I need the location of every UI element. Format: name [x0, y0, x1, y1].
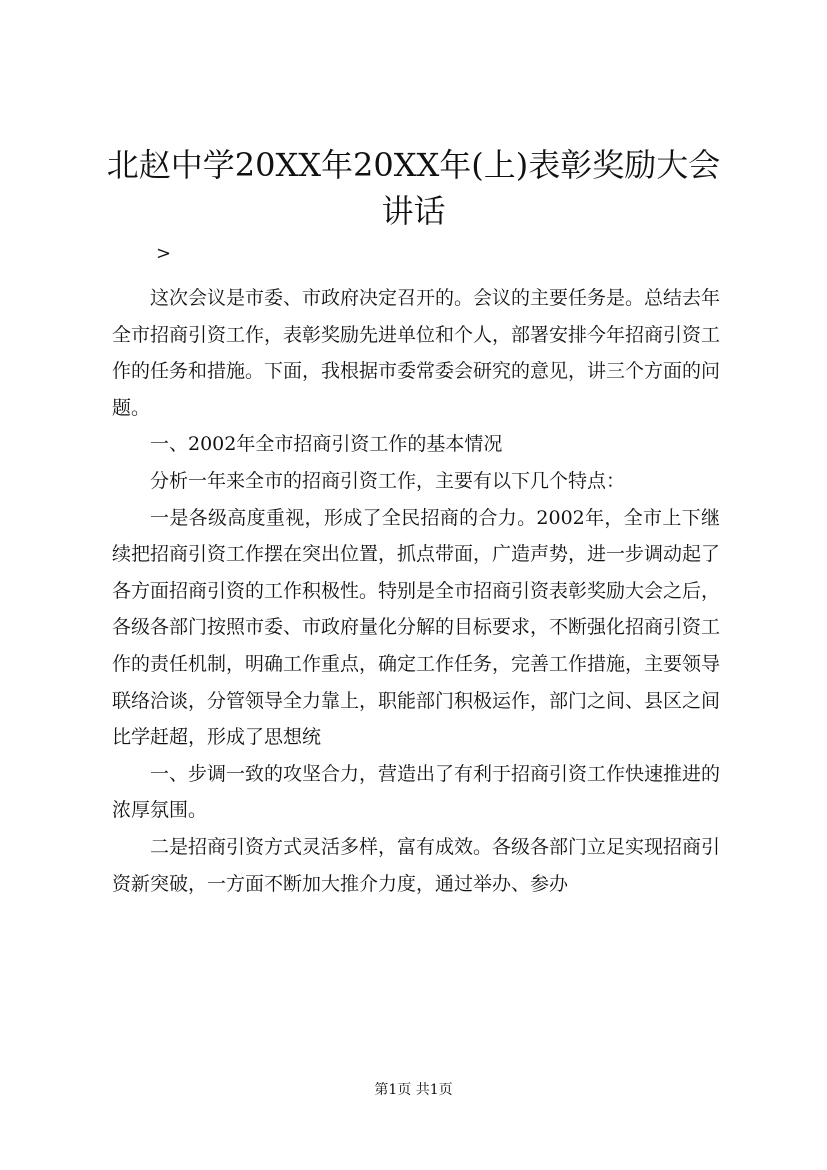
paragraph: 分析一年来全市的招商引资工作，主要有以下几个特点： — [150, 469, 626, 492]
paragraph: 一、2002年全市招商引资工作的基本情况 — [150, 433, 503, 456]
paragraph: 这次会议是市委、市政府决定召开的。会议的主要任务是。总结去年全市招商引资工作，表彰奖励先进单位和个人，部署安排今年招商引资工作的任务和措施。下面，我根据市委常委会研究的意见，讲三个方面的问题。 — [112, 287, 721, 419]
paragraph: 二是招商引资方式灵活多样，富有成效。各级各部门立足实现招商引资新突破，一方面不断加大推介力度，通过举办、参办 — [112, 835, 721, 895]
document-body — [112, 280, 720, 902]
paragraph: 一是各级高度重视，形成了全民招商的合力。2002年，全市上下继续把招商引资工作摆在突出位置，抓点带面，广造声势，进一步调动起了各方面招商引资的工作积极性。特别是全市招商引资表彰奖励大会之后，各级各部门按照市委、市政府量化分解的目标要求，不断强化招商引资工作的责任机制，明确工作重点，确定工作任务，完善工作措施，主要领导联络洽谈，分管领导全力靠上，职能部门积极运作，部门之间、县区之间比学赶超，形成了思想统 — [112, 506, 721, 749]
paragraph: 一、步调一致的攻坚合力，营造出了有利于招商引资工作快速推进的浓厚氛围。 — [112, 762, 721, 822]
page-footer: 第1页 共1页 — [374, 1082, 453, 1098]
section-marker: > — [156, 243, 172, 264]
document-title: 北赵中学20XX年20XX年(上)表彰奖励大会讲话 — [106, 146, 721, 230]
